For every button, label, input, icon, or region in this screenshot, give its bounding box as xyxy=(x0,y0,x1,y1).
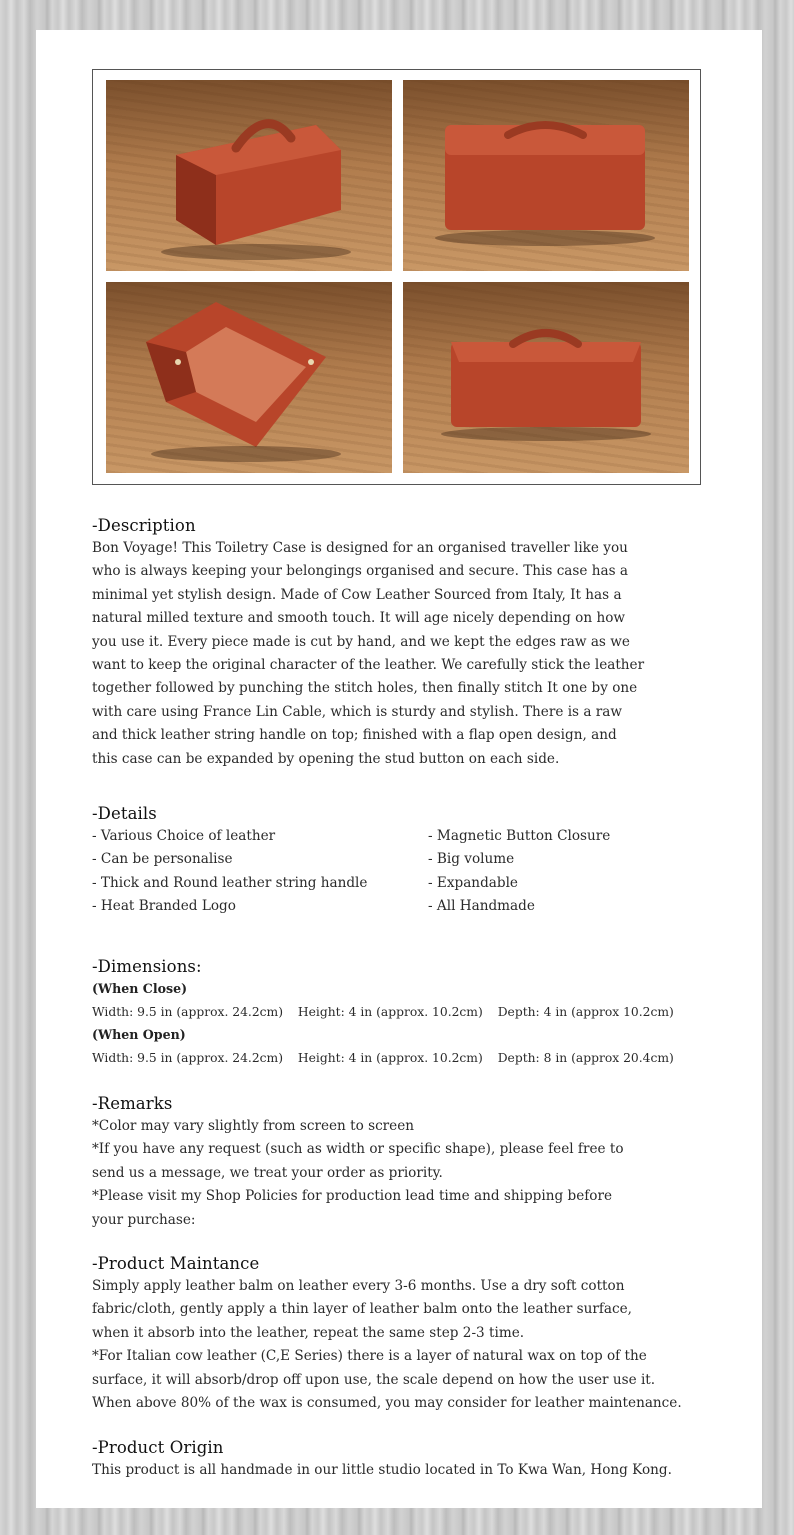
maintenance-heading: -Product Maintance xyxy=(92,1254,260,1273)
product-photo-angled[interactable] xyxy=(106,80,392,271)
description-line: this case can be expanded by opening the stud button on each side. xyxy=(92,750,560,767)
dimensions-open-label: (When Open) xyxy=(92,1027,186,1042)
maintenance-line: *For Italian cow leather (C,E Series) there is a layer of natural wax on top of the xyxy=(92,1348,647,1365)
dimensions-open-values xyxy=(92,1046,752,1070)
maintenance-line: surface, it will absorb/drop off upon use, the scale depend on how the user use it. xyxy=(92,1371,656,1388)
list-item: - Thick and Round leather string handle xyxy=(92,874,368,891)
product-photo-front[interactable] xyxy=(403,80,689,271)
origin-heading: -Product Origin xyxy=(92,1438,224,1457)
list-item: - Various Choice of leather xyxy=(92,828,276,844)
description-line: Bon Voyage! This Toiletry Case is designed for an organised traveller like you xyxy=(92,540,628,556)
origin-section xyxy=(92,1437,752,1482)
details-column-right xyxy=(428,825,610,919)
content-panel xyxy=(36,30,762,1508)
description-line: who is always keeping your belongings organised and secure. This case has a xyxy=(92,563,629,580)
product-photo-side[interactable] xyxy=(403,282,689,473)
maintenance-line: fabric/cloth, gently apply a thin layer of leather balm onto the leather surface, xyxy=(92,1301,633,1318)
dimension-height: Height: 4 in (approx. 10.2cm) xyxy=(297,1051,483,1065)
description-line: together followed by punching the stitch holes, then finally stitch It one by one xyxy=(92,680,638,697)
dimension-depth: Depth: 8 in (approx 20.4cm) xyxy=(497,1051,674,1065)
origin-body xyxy=(92,1459,752,1482)
description-line: you use it. Every piece made is cut by hand, and we kept the edges raw as we xyxy=(92,633,630,650)
dimensions-close-label: (When Close) xyxy=(92,981,188,996)
list-item: - Can be personalise xyxy=(92,851,233,868)
remarks-body xyxy=(92,1115,752,1232)
remarks-line: send us a message, we treat your order as priority. xyxy=(92,1164,443,1181)
description-line: want to keep the original character of the leather. We carefully stick the leather xyxy=(92,657,645,674)
remarks-heading: -Remarks xyxy=(92,1094,173,1113)
dimension-height: Height: 4 in (approx. 10.2cm) xyxy=(297,1005,483,1019)
description-line: natural milled texture and smooth touch. It will age nicely depending on how xyxy=(92,610,626,627)
dimensions-heading: -Dimensions: xyxy=(92,957,202,976)
dimensions-section xyxy=(92,956,752,1070)
maintenance-line: when it absorb into the leather, repeat the same step 2-3 time. xyxy=(92,1324,525,1341)
product-photo-grid xyxy=(92,69,701,485)
dimension-width: Width: 9.5 in (approx. 24.2cm) xyxy=(92,1005,283,1019)
list-item: - Big volume xyxy=(428,851,515,868)
origin-line: This product is all handmade in our little studio located in To Kwa Wan, Hong Kong. xyxy=(92,1462,672,1478)
dimension-depth: Depth: 4 in (approx 10.2cm) xyxy=(497,1005,674,1019)
details-section xyxy=(92,803,752,919)
details-heading: -Details xyxy=(92,804,157,823)
list-item: - Heat Branded Logo xyxy=(92,898,236,915)
remarks-section xyxy=(92,1093,752,1232)
details-column-left xyxy=(92,825,367,919)
description-body xyxy=(92,537,752,771)
dimension-width: Width: 9.5 in (approx. 24.2cm) xyxy=(92,1051,283,1065)
product-photo-open[interactable] xyxy=(106,282,392,473)
remarks-line: *If you have any request (such as width or specific shape), please feel free to xyxy=(92,1141,624,1158)
description-line: and thick leather string handle on top; finished with a flap open design, and xyxy=(92,727,617,744)
details-list xyxy=(92,825,752,919)
maintenance-section xyxy=(92,1253,752,1415)
description-heading: -Description xyxy=(92,516,196,535)
description-line: minimal yet stylish design. Made of Cow Leather Sourced from Italy, It has a xyxy=(92,586,622,603)
description-line: with care using France Lin Cable, which is sturdy and stylish. There is a raw xyxy=(92,703,622,720)
list-item: - All Handmade xyxy=(428,898,535,915)
remarks-line: *Color may vary slightly from screen to screen xyxy=(92,1118,415,1134)
maintenance-line: When above 80% of the wax is consumed, you may consider for leather maintenance. xyxy=(92,1395,682,1412)
list-item: - Magnetic Button Closure xyxy=(428,828,611,844)
description-section xyxy=(92,515,752,771)
maintenance-body xyxy=(92,1275,752,1415)
maintenance-line: Simply apply leather balm on leather every 3-6 months. Use a dry soft cotton xyxy=(92,1278,625,1294)
remarks-line: your purchase: xyxy=(92,1211,196,1228)
list-item: - Expandable xyxy=(428,874,518,891)
dimensions-close-values xyxy=(92,1000,752,1024)
remarks-line: *Please visit my Shop Policies for production lead time and shipping before xyxy=(92,1188,613,1205)
